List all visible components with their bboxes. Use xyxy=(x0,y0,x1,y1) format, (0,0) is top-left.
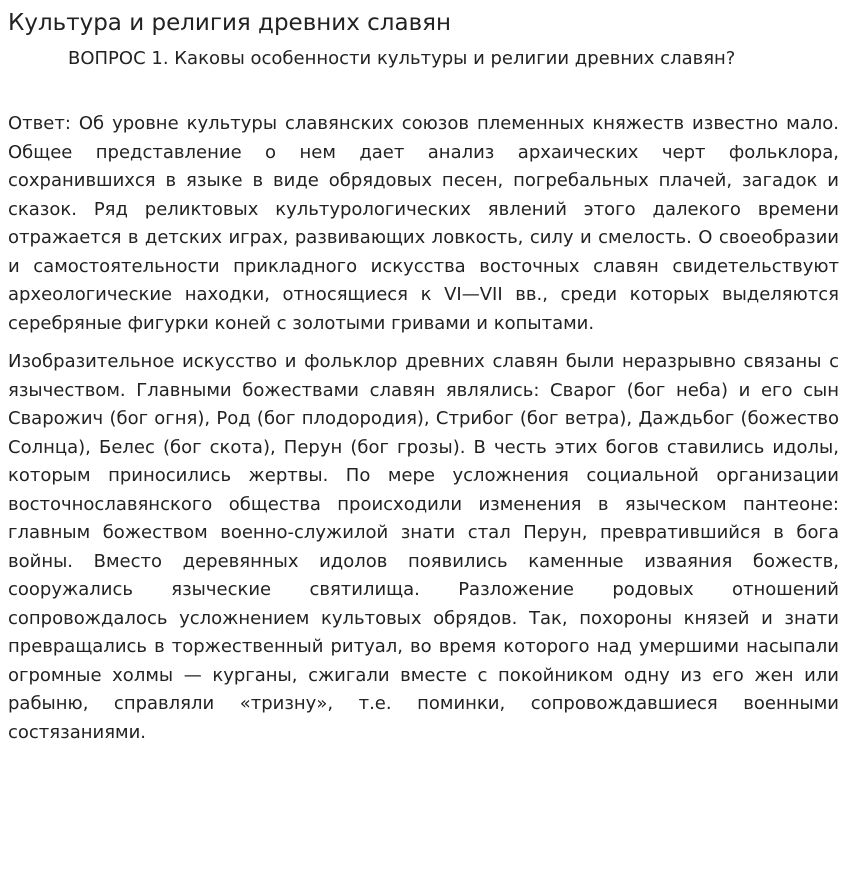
answer-paragraph-2: Изобразительное искусство и фольклор древних славян были неразрывно связаны с язычеством. Главными божествами славян являлись: Сварог (бог неба) и его сын Сварожич (бог огня), Род (бог плодородия), Стрибог (бог ветра), Даждьбог (божество Солнца), Белес (бог скота), Перун (бог грозы). В честь этих богов ставились идолы, которым приносились жертвы. По мере усложнения социальной организации восточнославянского общества происходили изменения в языческом пантеоне: главным божеством военно-служилой знати стал Перун, превратившийся в бога войны. Вместо деревянных идолов появились каменные изваяния божеств, сооружались языческие святилища. Разложение родовых отношений сопровождалось усложнением культовых обрядов. Так, похороны князей и знати превращались в торжественный ритуал, во время которого над умершими насыпали огромные холмы — курганы, сжигали вместе с покойником одну из его жен или рабыню, справляли «тризну», т.е. поминки, сопровождавшиеся военными состязаниями. xyxy=(8,351,839,743)
question-heading: ВОПРОС 1. Каковы особенности культуры и религии древних славян? xyxy=(68,48,736,69)
page-title: Культура и религия древних славян xyxy=(8,10,452,36)
answer-paragraph-1: Ответ: Об уровне культуры славянских союзов племенных княжеств известно мало. Общее представление о нем дает анализ архаических черт фольклора, сохранившихся в языке в виде обрядовых песен, погребальных плачей, загадок и сказок. Ряд реликтовых культурологических явлений этого далекого времени отражается в детских играх, развивающих ловкость, силу и смелость. О своеобразии и самостоятельности прикладного искусства восточных славян свидетельствуют археологические находки, относящиеся к VI—VII вв., среди которых выделяются серебряные фигурки коней с золотыми гривами и копытами. xyxy=(8,113,839,334)
